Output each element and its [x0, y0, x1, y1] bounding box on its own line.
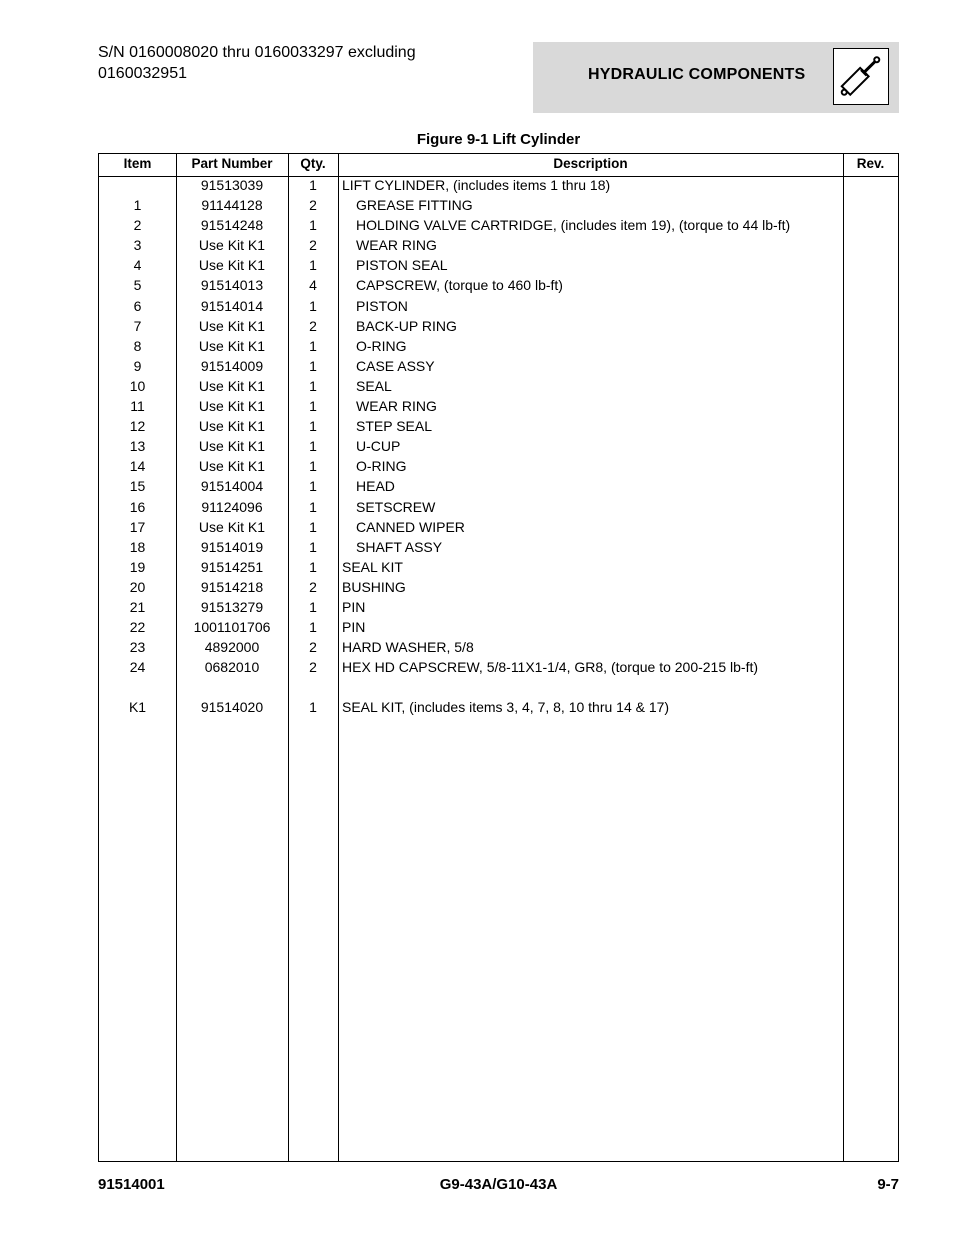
item-cell: 12: [129, 418, 146, 435]
item-cell: 11: [130, 398, 145, 415]
table-row: [99, 195, 898, 215]
part-number-cell: 91144128: [201, 197, 263, 214]
table-row: [99, 416, 898, 436]
qty-cell: 2: [309, 659, 317, 676]
item-cell: 19: [129, 558, 146, 575]
table-row: [99, 356, 898, 376]
part-number-cell: Use Kit K1: [198, 257, 266, 274]
part-number-cell: 1001101706: [193, 619, 271, 636]
table-row: [99, 497, 898, 517]
qty-cell: 1: [309, 458, 317, 475]
description-cell: HOLDING VALVE CARTRIDGE, (includes item 19), (torque to 44 lb-ft): [356, 217, 791, 234]
qty-cell: 1: [309, 257, 317, 274]
item-cell: 5: [133, 277, 142, 294]
part-number-cell: 91514020: [200, 699, 264, 716]
part-number-cell: 91514251: [200, 558, 264, 575]
item-cell: 13: [129, 438, 146, 455]
qty-cell: 4: [309, 277, 317, 294]
table-row: [99, 336, 898, 356]
qty-cell: 1: [309, 478, 317, 495]
footer-part-number: 91514001: [98, 1176, 165, 1193]
item-cell: 6: [133, 297, 142, 314]
description-cell: SEAL: [356, 377, 392, 394]
figure-title: Figure 9-1 Lift Cylinder: [416, 131, 581, 148]
part-number-cell: 4892000: [204, 639, 260, 656]
qty-cell: 1: [309, 377, 317, 394]
qty-cell: 1: [309, 337, 317, 354]
table-row: [99, 456, 898, 476]
qty-cell: 1: [309, 418, 317, 435]
description-cell: PISTON SEAL: [356, 257, 448, 274]
parts-rows: [99, 175, 898, 718]
description-cell: LIFT CYLINDER, (includes items 1 thru 18): [342, 177, 611, 193]
description-cell: CASE ASSY: [356, 357, 435, 374]
qty-cell: 2: [309, 578, 317, 595]
item-cell: 20: [129, 578, 146, 595]
table-row: [99, 637, 898, 657]
table-row: [99, 235, 898, 255]
description-cell: U-CUP: [356, 438, 401, 455]
item-cell: K1: [128, 699, 147, 716]
description-cell: O-RING: [356, 458, 407, 475]
qty-cell: 1: [309, 498, 317, 515]
table-row: [99, 517, 898, 537]
parts-table: [98, 153, 899, 1162]
item-cell: 7: [133, 317, 142, 334]
hydraulic-cylinder-icon: [833, 48, 889, 105]
item-cell: 23: [129, 639, 146, 656]
description-cell: CAPSCREW, (torque to 460 lb-ft): [356, 277, 563, 294]
column-header-rev: Rev.: [856, 156, 885, 171]
part-number-cell: 91514009: [200, 357, 264, 374]
qty-cell: 1: [309, 538, 317, 555]
qty-cell: 1: [309, 177, 317, 193]
table-row: [99, 677, 898, 717]
qty-cell: 1: [309, 598, 317, 615]
qty-cell: 2: [309, 237, 317, 254]
item-cell: 4: [133, 257, 142, 274]
qty-cell: 1: [309, 217, 317, 234]
item-cell: 8: [133, 337, 142, 354]
table-row: [99, 175, 898, 195]
qty-cell: 2: [309, 317, 317, 334]
qty-cell: 1: [309, 357, 317, 374]
part-number-cell: Use Kit K1: [198, 377, 266, 394]
item-cell: 18: [129, 538, 146, 555]
description-cell: HARD WASHER, 5/8: [342, 639, 474, 656]
qty-cell: 1: [309, 398, 317, 415]
part-number-cell: 91514004: [200, 478, 264, 495]
part-number-cell: 91514013: [200, 277, 264, 294]
part-number-cell: Use Kit K1: [198, 458, 266, 475]
qty-cell: 1: [309, 297, 317, 314]
part-number-cell: Use Kit K1: [198, 518, 266, 535]
column-header-part-number: Part Number: [191, 156, 273, 171]
column-header-qty: Qty.: [300, 156, 326, 171]
part-number-cell: Use Kit K1: [198, 418, 266, 435]
table-row: [99, 597, 898, 617]
description-cell: SETSCREW: [356, 498, 436, 515]
description-cell: O-RING: [356, 337, 407, 354]
part-number-cell: 91513039: [200, 177, 264, 193]
part-number-cell: Use Kit K1: [198, 337, 266, 354]
table-row: [99, 215, 898, 235]
description-cell: GREASE FITTING: [356, 197, 473, 214]
qty-cell: 1: [309, 619, 317, 636]
qty-cell: 1: [309, 438, 317, 455]
item-cell: 1: [133, 197, 142, 214]
serial-line-2: 0160032951: [98, 65, 187, 82]
table-row: [99, 275, 898, 295]
description-cell: SEAL KIT, (includes items 3, 4, 7, 8, 10 thru 14 & 17): [342, 699, 670, 716]
part-number-cell: 91514248: [200, 217, 264, 234]
column-header-item: Item: [123, 156, 152, 171]
item-cell: 24: [129, 659, 146, 676]
item-cell: 17: [129, 518, 146, 535]
description-cell: HEAD: [356, 478, 395, 495]
footer-page-number: 9-7: [877, 1176, 899, 1193]
table-row: [99, 657, 898, 677]
part-number-cell: 91124096: [201, 498, 263, 515]
item-cell: 22: [129, 619, 146, 636]
table-row: [99, 617, 898, 637]
item-cell: 16: [129, 498, 146, 515]
table-row: [99, 376, 898, 396]
description-cell: WEAR RING: [356, 398, 437, 415]
qty-cell: 1: [309, 518, 317, 535]
section-title: HYDRAULIC COMPONENTS: [588, 66, 806, 83]
description-cell: PISTON: [356, 297, 408, 314]
table-row: [99, 255, 898, 275]
part-number-cell: 91514014: [200, 297, 264, 314]
footer-model: G9-43A/G10-43A: [439, 1176, 558, 1193]
part-number-cell: Use Kit K1: [198, 398, 266, 415]
description-cell: STEP SEAL: [356, 418, 433, 435]
description-cell: PIN: [342, 619, 366, 636]
table-row: [99, 296, 898, 316]
part-number-cell: 91513279: [200, 598, 264, 615]
column-header-description: Description: [553, 156, 628, 171]
table-row: [99, 396, 898, 416]
part-number-cell: Use Kit K1: [198, 237, 266, 254]
description-cell: SEAL KIT: [342, 558, 403, 575]
table-row: [99, 316, 898, 336]
item-cell: 3: [133, 237, 142, 254]
part-number-cell: Use Kit K1: [198, 317, 266, 334]
table-row: [99, 476, 898, 496]
qty-cell: 1: [309, 699, 317, 716]
part-number-cell: 0682010: [204, 659, 260, 676]
item-cell: 15: [129, 478, 146, 495]
description-cell: PIN: [342, 598, 366, 615]
table-row: [99, 436, 898, 456]
item-cell: 10: [129, 377, 146, 394]
qty-cell: 1: [309, 558, 317, 575]
description-cell: HEX HD CAPSCREW, 5/8-11X1-1/4, GR8, (torque to 200-215 lb-ft): [342, 659, 759, 676]
description-cell: SHAFT ASSY: [356, 538, 443, 555]
description-cell: CANNED WIPER: [356, 518, 465, 535]
part-number-cell: 91514218: [200, 578, 264, 595]
description-cell: WEAR RING: [356, 237, 437, 254]
qty-cell: 2: [309, 197, 317, 214]
serial-line-1: S/N 0160008020 thru 0160033297 excluding: [98, 44, 416, 61]
qty-cell: 2: [309, 639, 317, 656]
item-cell: 14: [129, 458, 146, 475]
item-cell: 9: [133, 357, 142, 374]
table-row: [99, 557, 898, 577]
description-cell: BUSHING: [342, 578, 406, 595]
table-row: [99, 537, 898, 557]
table-row: [99, 577, 898, 597]
section-header: [533, 42, 899, 113]
item-cell: 21: [129, 598, 146, 615]
part-number-cell: Use Kit K1: [198, 438, 266, 455]
description-cell: BACK-UP RING: [356, 317, 457, 334]
part-number-cell: 91514019: [200, 538, 264, 555]
serial-number-range: [98, 42, 518, 84]
item-cell: 2: [133, 217, 142, 234]
